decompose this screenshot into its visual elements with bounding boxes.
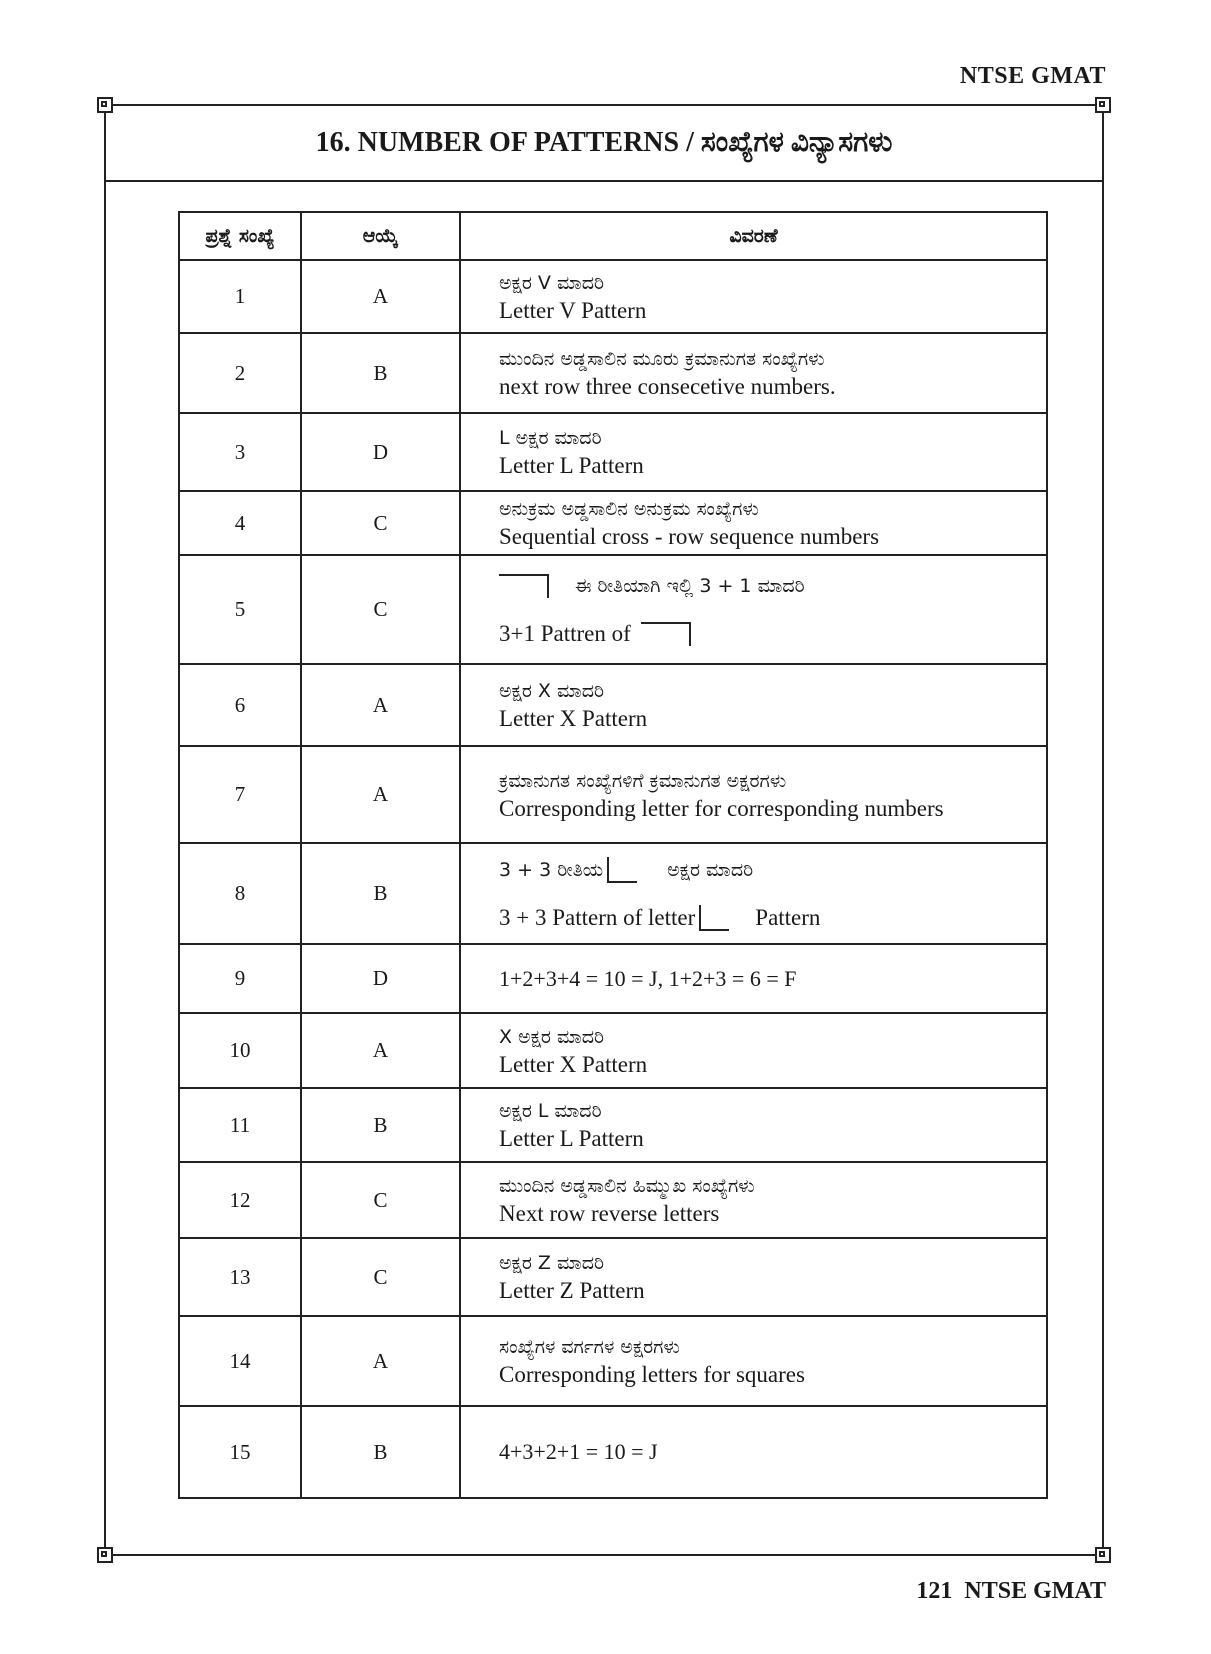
table-row: [179, 1162, 1047, 1238]
answer-option: A: [301, 260, 460, 333]
question-number: 7: [179, 746, 301, 843]
header-label: NTSE GMAT: [959, 63, 1106, 89]
explanation-kannada-suffix: ಅಕ್ಷರ ಮಾದರಿ: [667, 858, 754, 881]
chapter-title: 16. NUMBER OF PATTERNS / ಸಂಖ್ಯೆಗಳ ವಿನ್ಯಾಸಗಳು: [106, 106, 1102, 182]
answer-option: C: [301, 555, 460, 664]
table-row: [179, 260, 1047, 333]
explanation-kannada: ಅಕ್ಷರ Z ಮಾದರಿ: [499, 1252, 605, 1274]
answer-option: B: [301, 1088, 460, 1162]
explanation-kannada: ಈ ರೀತಿಯಾಗಿ ಇಲ್ಲಿ 3 + 1 ಮಾದರಿ: [575, 574, 805, 597]
question-number: 12: [179, 1162, 301, 1238]
page-footer: [916, 1578, 1106, 1605]
explanation: [460, 843, 1047, 944]
explanation-kannada: 3 + 3 ರೀತಿಯ: [499, 858, 604, 881]
question-number: 13: [179, 1238, 301, 1316]
explanation-english: Next row reverse letters: [499, 1201, 720, 1226]
explanation: [460, 555, 1047, 664]
answer-option: C: [301, 1162, 460, 1238]
question-number: 6: [179, 664, 301, 746]
corner-pattern-icon: [641, 622, 691, 646]
explanation-english: Corresponding letters for squares: [499, 1362, 805, 1387]
answer-option: A: [301, 664, 460, 746]
question-number: 1: [179, 260, 301, 333]
table-row: [179, 1013, 1047, 1088]
explanation: [460, 1316, 1047, 1406]
explanation-english: Letter L Pattern: [499, 453, 644, 478]
explanation-kannada: L ಅಕ್ಷರ ಮಾದರಿ: [499, 427, 602, 449]
table-row: [179, 664, 1047, 746]
explanation: [460, 1162, 1047, 1238]
explanation-kannada: ಕ್ರಮಾನುಗತ ಸಂಖ್ಯೆಗಳಿಗೆ ಕ್ರಮಾನುಗತ ಅಕ್ಷರಗಳು: [499, 769, 787, 792]
explanation: [460, 413, 1047, 491]
explanation-kannada: ಅನುಕ್ರಮ ಅಡ್ಡಸಾಲಿನ ಅನುಕ್ರಮ ಸಂಖ್ಯೆಗಳು: [499, 498, 759, 520]
l-pattern-icon: [607, 857, 637, 883]
explanation-english: Sequential cross - row sequence numbers: [499, 524, 880, 549]
corner-ornament: [97, 1547, 113, 1563]
answer-option: B: [301, 333, 460, 413]
answer-option: A: [301, 746, 460, 843]
table-row: [179, 1238, 1047, 1316]
table-row: [179, 843, 1047, 944]
question-number: 4: [179, 491, 301, 555]
explanation-english: next row three consecetive numbers.: [499, 374, 836, 399]
explanation-kannada: ಅಕ್ಷರ X ಮಾದರಿ: [499, 680, 605, 702]
explanation-kannada: ಅಕ್ಷರ L ಮಾದರಿ: [499, 1100, 602, 1122]
question-number: 11: [179, 1088, 301, 1162]
answer-option: A: [301, 1013, 460, 1088]
explanation-english: 3+1 Pattren of: [499, 620, 631, 646]
explanation-english: Letter Z Pattern: [499, 1278, 645, 1303]
explanation-english: Letter V Pattern: [499, 297, 647, 323]
explanation: [460, 491, 1047, 555]
table-row: [179, 1088, 1047, 1162]
question-number: 15: [179, 1406, 301, 1498]
answer-option: D: [301, 413, 460, 491]
explanation: [460, 333, 1047, 413]
table-row: [179, 413, 1047, 491]
explanation-english: 3 + 3 Pattern of letter: [499, 904, 696, 930]
corner-ornament: [1095, 1547, 1111, 1563]
l-pattern-icon: [699, 905, 729, 931]
table-row: [179, 1316, 1047, 1406]
answer-option: C: [301, 491, 460, 555]
table-row: [179, 555, 1047, 664]
header-explanation: ವಿವರಣೆ: [460, 212, 1047, 260]
explanation-english: Letter L Pattern: [499, 1126, 644, 1151]
page-number: 121: [916, 1578, 953, 1604]
explanation-english: Letter X Pattern: [499, 1051, 648, 1077]
question-number: 9: [179, 944, 301, 1013]
answer-option: B: [301, 843, 460, 944]
footer-label: NTSE GMAT: [964, 1578, 1106, 1604]
explanation: [460, 1238, 1047, 1316]
question-number: 14: [179, 1316, 301, 1406]
explanation-english: Letter X Pattern: [499, 706, 648, 731]
table-row: [179, 746, 1047, 843]
explanation: [460, 664, 1047, 746]
explanation-english: Corresponding letter for corresponding numbers: [499, 795, 944, 821]
question-number: 3: [179, 413, 301, 491]
answer-option: A: [301, 1316, 460, 1406]
explanation-math: 4+3+2+1 = 10 = J: [460, 1406, 1047, 1498]
question-number: 10: [179, 1013, 301, 1088]
explanation-kannada: X ಅಕ್ಷರ ಮಾದರಿ: [499, 1025, 605, 1048]
explanation: [460, 260, 1047, 333]
corner-pattern-icon: [499, 574, 549, 598]
explanation-kannada: ಸಂಖ್ಯೆಗಳ ವರ್ಗಗಳ ಅಕ್ಷರಗಳು: [499, 1336, 680, 1358]
explanation: [460, 1088, 1047, 1162]
header-option: ಆಯ್ಕೆ: [301, 212, 460, 260]
answer-table: [178, 211, 1048, 1499]
table-row: [179, 491, 1047, 555]
explanation-kannada: ಮುಂದಿನ ಅಡ್ಡಸಾಲಿನ ಮೂರು ಕ್ರಮಾನುಗತ ಸಂಖ್ಯೆಗಳು: [499, 348, 825, 370]
table-row: [179, 1406, 1047, 1498]
explanation-english-suffix: Pattern: [755, 904, 821, 930]
explanation-kannada: ಮುಂದಿನ ಅಡ್ಡಸಾಲಿನ ಹಿಮ್ಮುಖ ಸಂಖ್ಯೆಗಳು: [499, 1175, 755, 1197]
question-number: 5: [179, 555, 301, 664]
header-question-number: ಪ್ರಶ್ನೆ ಸಂಖ್ಯೆ: [179, 212, 301, 260]
answer-option: C: [301, 1238, 460, 1316]
explanation-math: 1+2+3+4 = 10 = J, 1+2+3 = 6 = F: [460, 944, 1047, 1013]
answer-option: B: [301, 1406, 460, 1498]
explanation-kannada: ಅಕ್ಷರ V ಮಾದರಿ: [499, 271, 605, 294]
answer-option: D: [301, 944, 460, 1013]
table-header-row: [179, 212, 1047, 260]
question-number: 2: [179, 333, 301, 413]
explanation: [460, 1013, 1047, 1088]
table-row: [179, 944, 1047, 1013]
table-row: [179, 333, 1047, 413]
explanation: [460, 746, 1047, 843]
question-number: 8: [179, 843, 301, 944]
